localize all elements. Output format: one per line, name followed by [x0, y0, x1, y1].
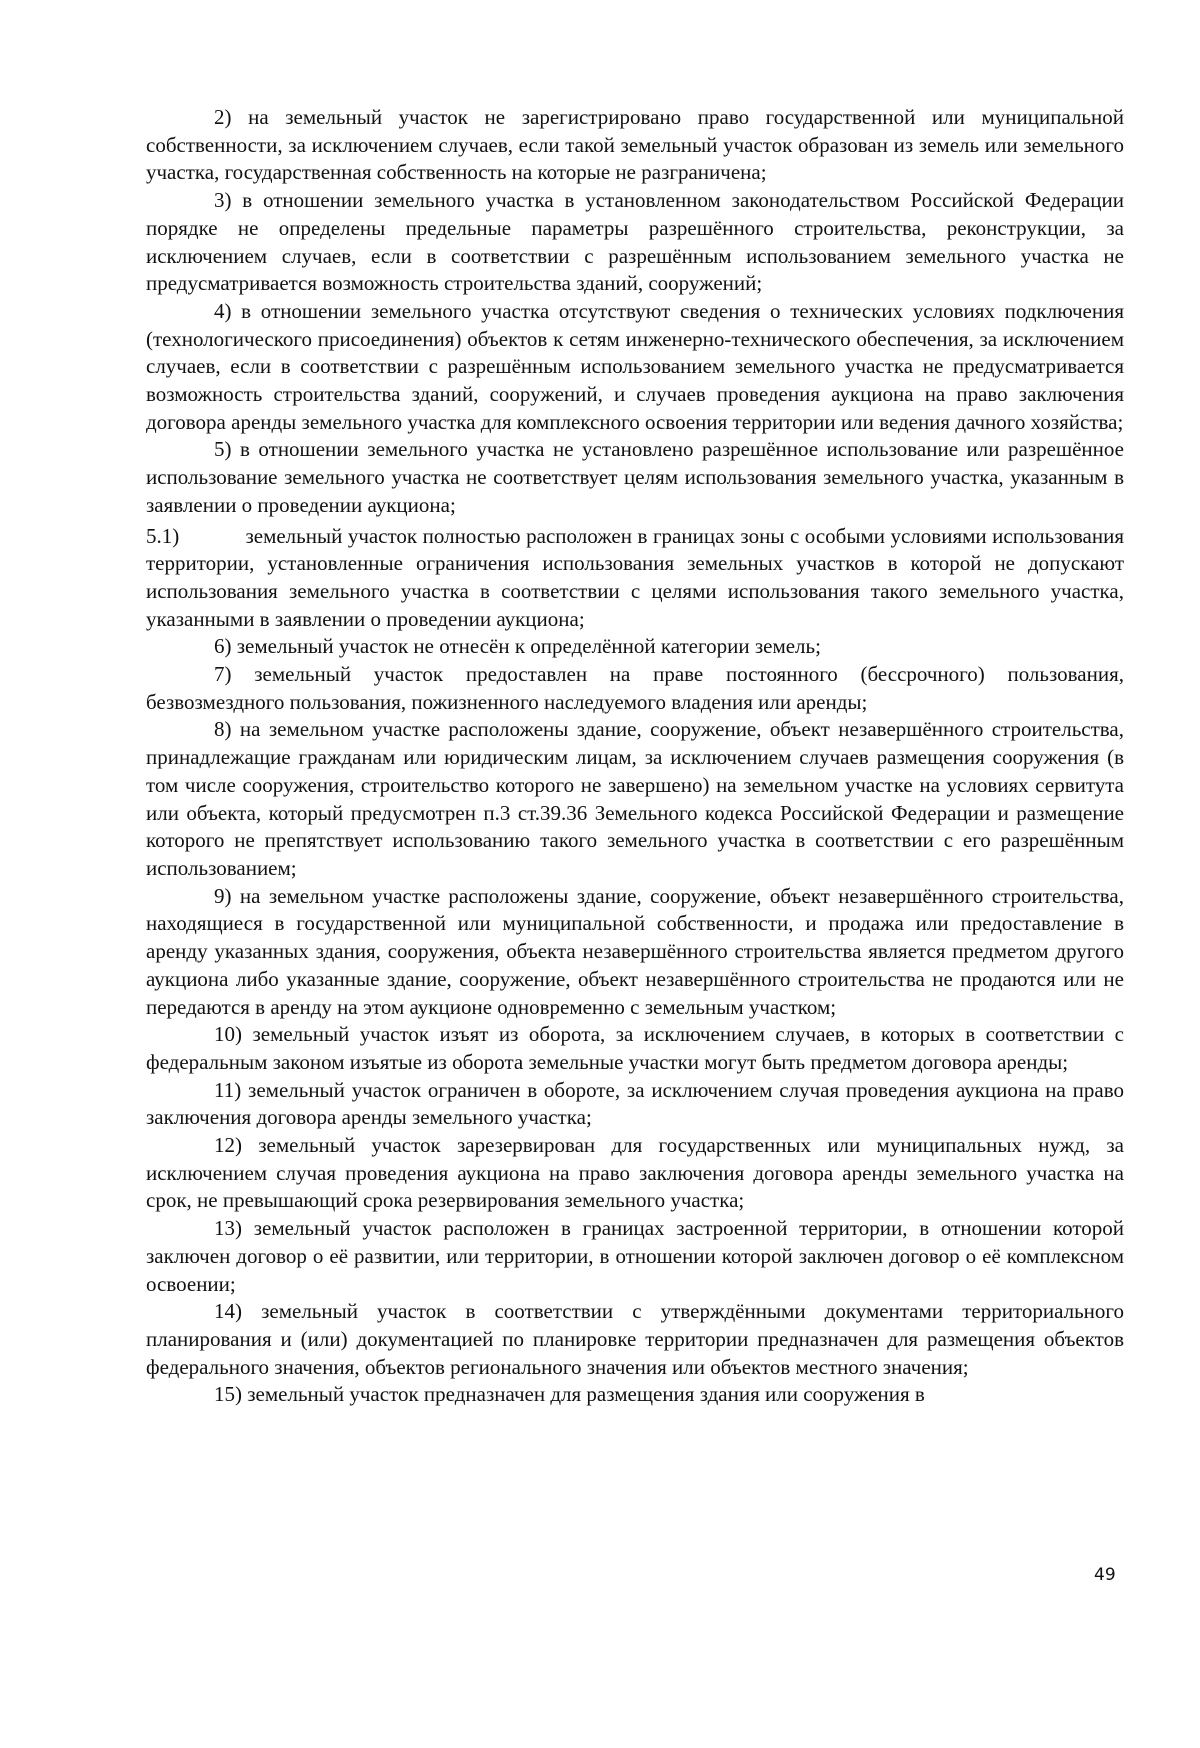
- paragraph-item-9: 9) на земельном участке расположены здание, сооружение, объект незавершённого строительства, находящиеся в государственной или муниципальной собственности, и продажа или предоставление в аренду указанных здания, сооружения, объекта незавершённого строительства является предметом другого аукциона либо указанные здание, сооружение, объект незавершённого строительства не продаются или не передаются в аренду на этом аукционе одновременно с земельным участком;: [146, 883, 1124, 1019]
- paragraph-item-10: 10) земельный участок изъят из оборота, за исключением случаев, в которых в соответствии с федеральным законом изъятые из оборота земельные участки могут быть предметом договора аренды;: [146, 1022, 1124, 1074]
- paragraph-item-8: 8) на земельном участке расположены здание, сооружение, объект незавершённого строительства, принадлежащие гражданам или юридическим лицам, за исключением случаев размещения сооружения (в том числе сооружения, строительство которого не завершено) на земельном участке на условиях сервитута или объекта, который предусмотрен п.3 ст.39.36 Земельного кодекса Российской Федерации и размещение которого не препятствует использованию такого земельного участка в соответствии с его разрешённым использованием;: [146, 717, 1124, 880]
- paragraph-item-5-1: 5.1) земельный участок полностью расположен в границах зоны с особыми условиями использования территории, установленные ограничения использования земельных участков в которой не допускают использования земельного участка в соответствии с целями использования такого земельного участка, указанными в заявлении о проведении аукциона;: [146, 523, 1130, 631]
- paragraph-item-13: 13) земельный участок расположен в границах застроенной территории, в отношении которой заключен договор о её развитии, или территории, в отношении которой заключен договор о её комплексном освоении;: [146, 1216, 1124, 1296]
- page-number: 49: [1094, 1565, 1116, 1585]
- paragraph-item-4: 4) в отношении земельного участка отсутствуют сведения о технических условиях подключения (технологического присоединения) объектов к сетям инженерно-технического обеспечения, за исключением случаев, если в соответствии с разрешённым использованием земельного участка не предусматривается возможность строительства зданий, сооружений, и случаев проведения аукциона на право заключения договора аренды земельного участка для комплексного освоения территории или ведения дачного хозяйства;: [146, 298, 1124, 434]
- paragraph-item-6: 6) земельный участок не отнесён к определённой категории земель;: [214, 634, 821, 659]
- paragraph-item-15: 15) земельный участок предназначен для размещения здания или сооружения в: [214, 1382, 925, 1407]
- paragraph-item-5: 5) в отношении земельного участка не установлено разрешённое использование или разрешённое использование земельного участка не соответствует целям использования земельного участка, указанным в заявлении о проведении аукциона;: [146, 437, 1124, 517]
- paragraph-item-14: 14) земельный участок в соответствии с утверждёнными документами территориального планирования и (или) документацией по планировке территории предназначен для размещения объектов федерального значения, объектов регионального значения или объектов местного значения;: [146, 1299, 1124, 1379]
- paragraph-item-7: 7) земельный участок предоставлен на праве постоянного (бессрочного) пользования, безвозмездного пользования, пожизненного наследуемого владения или аренды;: [146, 662, 1124, 714]
- document-body: [146, 104, 1130, 1409]
- paragraph-item-3: 3) в отношении земельного участка в установленном законодательством Российской Федерации порядке не определены предельные параметры разрешённого строительства, реконструкции, за исключением случаев, если в соответствии с разрешённым использованием земельного участка не предусматривается возможность строительства зданий, сооружений;: [146, 188, 1124, 296]
- paragraph-item-2: 2) на земельный участок не зарегистрировано право государственной или муниципальной собственности, за исключением случаев, если такой земельный участок образован из земель или земельного участка, государственная собственность на которые не разграничена;: [146, 105, 1124, 185]
- paragraph-item-12: 12) земельный участок зарезервирован для государственных или муниципальных нужд, за исключением случая проведения аукциона на право заключения договора аренды земельного участка на срок, не превышающий срока резервирования земельного участка;: [146, 1133, 1124, 1213]
- paragraph-item-11: 11) земельный участок ограничен в обороте, за исключением случая проведения аукциона на право заключения договора аренды земельного участка;: [146, 1077, 1124, 1130]
